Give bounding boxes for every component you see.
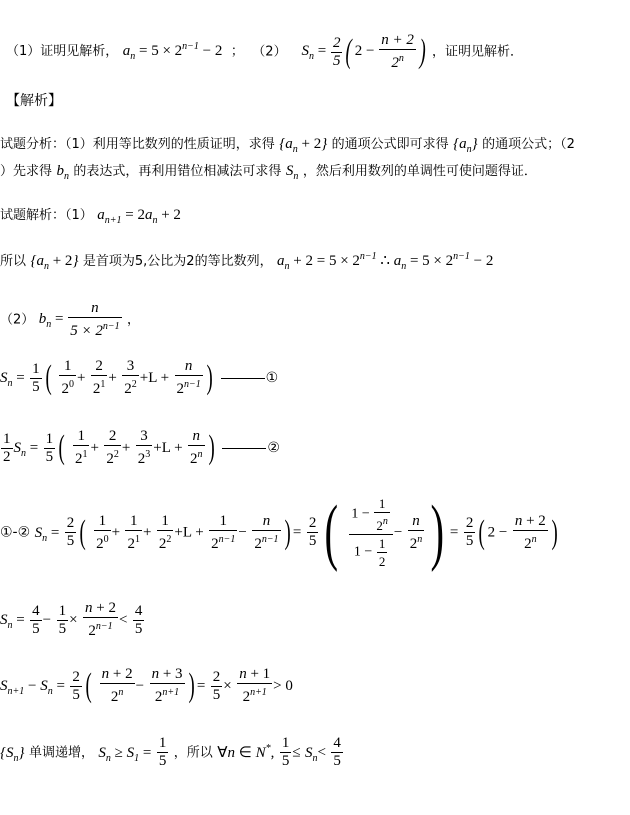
- solution-part1-line: [0, 204, 181, 226]
- recurrence-formula: $a_{n+1} = 2a_n + 2$: [97, 207, 181, 226]
- summary-an-formula: $a_n = 5 \times 2^{n-1} - 2$: [122, 41, 223, 63]
- equation-mark-1: ①: [265, 370, 279, 386]
- analysis-sn: $S_n$: [285, 163, 299, 182]
- conclusion-mono-text: 单调递增，: [28, 745, 94, 761]
- solution-seq: $\{a_n + 2\}$: [30, 253, 79, 272]
- solution-intro: 试题解析：（1）: [0, 208, 93, 223]
- analysis-text-1a: 试题分析：（1）利用等比数列的性质证明，求得: [0, 137, 275, 152]
- analysis-line-2: [0, 160, 537, 182]
- bn-formula: $b_n$ = $\frac{n}{5 \times 2^{n-1}}$: [38, 300, 120, 339]
- equation-mark-2: ②: [267, 440, 280, 456]
- analysis-text-1b: 的通项公式即可求得: [331, 137, 449, 152]
- solution-so-line: [0, 250, 493, 272]
- summary-part2-label: （2）: [252, 44, 287, 60]
- conclusion-line: $\{S_n\}$ 单调递增， $S_n \ge S_1$ = $\frac{1}{5}$ ，所以 ∀n ∈ N*, $\frac{1}{5}$ ≤ $S_n<$ $\frac{4}{5}$: [0, 735, 341, 769]
- summary-separator: ；: [230, 44, 244, 60]
- summary-line: [0, 32, 523, 72]
- summary-part1-label: （1）证明见解析，: [6, 44, 119, 60]
- analysis-text-2a: ）先求得: [0, 164, 53, 179]
- analysis-seq-an-plus-2: $\{a_n + 2\}$: [279, 136, 328, 155]
- solution-so-prefix: 所以: [0, 254, 27, 269]
- solution-part2-label: （2）: [0, 312, 35, 328]
- conclusion-so-all: ，所以: [173, 745, 213, 761]
- sn-bound-equation: $S_n$ = $\frac{4}{5}$ − $\frac{1}{5}$ × $\frac{n + 2}{2^{n-1}}$ < $\frac{4}{5}$: [0, 600, 143, 639]
- subtraction-mark: ①-②: [0, 524, 31, 541]
- conclusion-seq: $\{S_n\}$: [0, 744, 25, 764]
- analysis-text-2c: ，然后利用数列的单调性可使问题得证．: [302, 164, 537, 179]
- sn-sum-equation: $S_n$ = $\frac{1}{5}$ ( $\frac{1}{2^0}$ + $\frac{2}{2^1}$ + $\frac{3}{2^2}$ +L + $\frac{n}{2^{n-1}}$ ) ①: [0, 358, 279, 397]
- solution-so-text: 是首项为5,公比为2的等比数列，: [82, 254, 273, 269]
- solution-comma: ，: [127, 312, 141, 328]
- summary-sn-formula: $S_n$ = $\frac{2}{5}$ ( 2 − $\frac{n + 2}{2^n}$ ): [301, 32, 426, 71]
- analysis-seq-an: $\{a_n\}$: [453, 136, 478, 155]
- subtraction-equation: ①-② $S_n$ = $\frac{2}{5}$ ( $\frac{1}{2^0}$ + $\frac{1}{2^1}$ + $\frac{1}{2^2}$ +L + $\frac{1}{2^{n-1}}$ − $\frac{n}{2^{n-1}}$ ) = $\frac{2}{5}$ ( 1 − $\frac{1}{2^n}$ 1 − $\frac{1}{2}$ − $\frac{n}{2^n}$ ) = $\frac{2}{5}$ ( 2 − $\frac{n + 2}{2^n}$ ): [0, 491, 558, 573]
- analysis-line-1: [0, 133, 575, 155]
- half-sn-equation: $\frac{1}{2}$ $S_n$ = $\frac{1}{5}$ ( $\frac{1}{2^1}$ + $\frac{2}{2^2}$ + $\frac{3}{2^3}$ +L + $\frac{n}{2^n}$ ) ②: [3, 428, 280, 467]
- analysis-bn: $b_n$: [56, 163, 69, 182]
- difference-equation: $S_{n+1} - S_n$ = $\frac{2}{5}$ ( $\frac{n + 2}{2^n}$ − $\frac{n + 3}{2^{n+1}}$ ) = $\frac{2}{5}$ × $\frac{n + 1}{2^{n+1}}$ > 0: [0, 666, 293, 705]
- solution-part2-line: [0, 300, 140, 340]
- analysis-text-2b: 的表达式，再利用错位相减法可求得: [73, 164, 282, 179]
- solution-an-derivation: $a_n + 2 = 5 \times 2^{n-1}$ ∴ $a_n = 5 \times 2^{n-1} - 2$: [277, 251, 494, 272]
- section-heading: 【解析】: [6, 93, 62, 109]
- summary-tail: ，证明见解析．: [431, 44, 523, 60]
- analysis-text-1c: 的通项公式；（2: [482, 137, 575, 152]
